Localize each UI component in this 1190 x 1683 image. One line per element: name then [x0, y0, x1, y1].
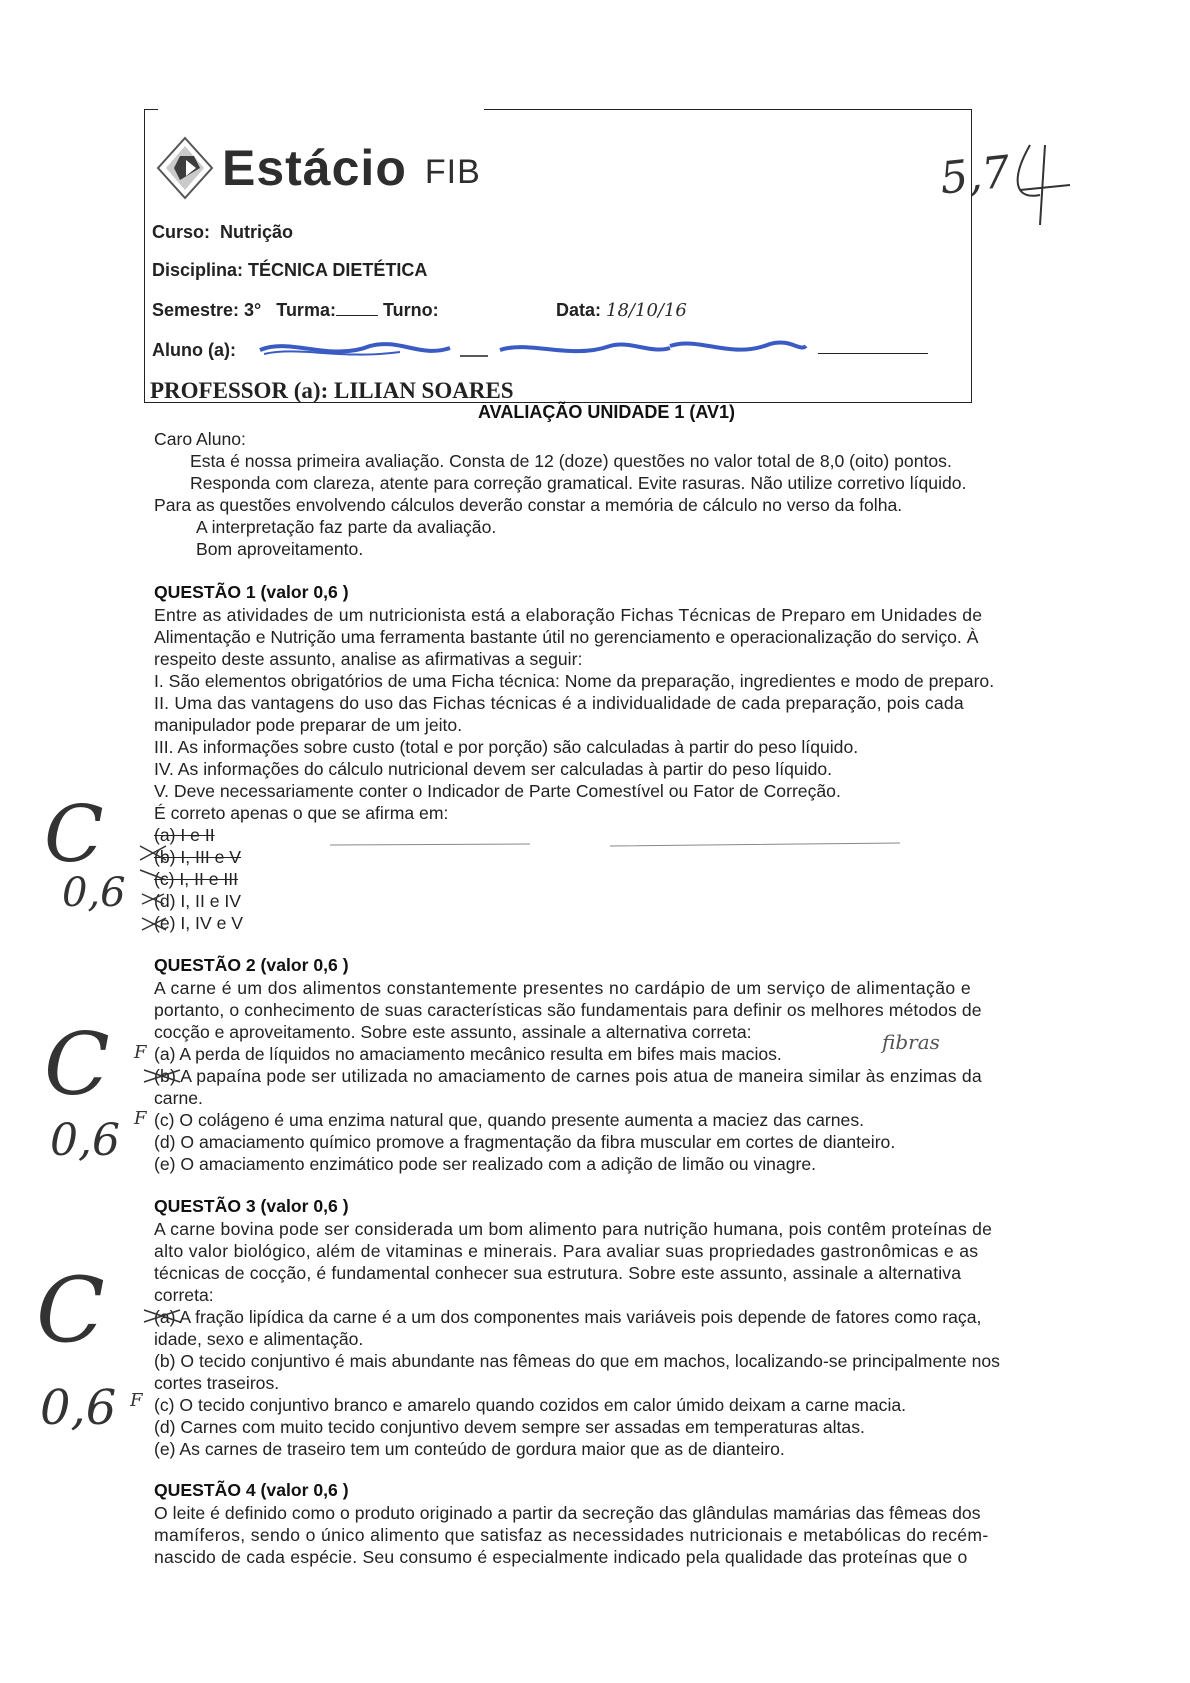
student-blank: [818, 353, 928, 354]
q4-stem: O leite é definido como o produto originado a partir da secreção das glândulas mamárias das fêmeas dos: [154, 1503, 981, 1523]
q3-option-c: (c) O tecido conjuntivo branco e amarelo quando cozidos em calor úmido deixam a carne macia.: [154, 1395, 907, 1415]
q1-correct-mark: C: [44, 790, 104, 880]
q1-answer-marks: [136, 838, 176, 932]
class-label: Turma:: [276, 300, 336, 320]
course-field: [152, 222, 293, 243]
exam-title: AVALIAÇÃO UNIDADE 1 (AV1): [478, 402, 736, 422]
q2-stem: cocção e aproveitamento. Sobre este assunto, assinale a alternativa correta:: [154, 1022, 752, 1042]
q2-stem: portanto, o conhecimento de suas características são fundamentais para definir os melhores métodos de: [154, 1000, 982, 1020]
q3-stem: correta:: [154, 1285, 214, 1305]
discipline-label: Disciplina:: [152, 260, 244, 280]
q2-margin-note: fibras: [882, 1030, 940, 1054]
q1-title: QUESTÃO 1 (valor 0,6 ): [154, 582, 349, 602]
q3-answer-marks: [140, 1306, 186, 1326]
student-name-redaction: [250, 332, 810, 366]
q3-score-mark: 0,6: [40, 1380, 117, 1436]
student-field: [152, 340, 236, 361]
grade-handwritten: 5,7: [937, 146, 1013, 205]
q1-option-e: (e) I, IV e V: [154, 913, 243, 933]
course-label: Curso:: [152, 222, 210, 242]
q2-stem: A carne é um dos alimentos constantemente presentes no cardápio de um serviço de alimentação e: [154, 978, 972, 998]
logo-text: Estácio: [222, 140, 407, 196]
semester-label: Semestre: 3°: [152, 300, 262, 320]
q2-false-mark: F: [134, 1042, 147, 1063]
q2-title: QUESTÃO 2 (valor 0,6 ): [154, 955, 349, 975]
intro-line: Esta é nossa primeira avaliação. Consta de 12 (doze) questões no valor total de 8,0 (oito) pontos.: [190, 451, 952, 471]
q3-stem: A carne bovina pode ser considerada um bom alimento para nutrição humana, pois contêm proteínas de: [154, 1219, 993, 1239]
q2-correct-mark: C: [44, 1015, 110, 1115]
q3-option-b: cortes traseiros.: [154, 1373, 280, 1393]
q2-option-a: (a) A perda de líquidos no amaciamento mecânico resulta em bifes mais macios.: [154, 1044, 782, 1064]
q1-scribble-line: [330, 840, 910, 850]
q1-option-d: (d) I, II e IV: [154, 891, 242, 911]
q1-stem: Alimentação e Nutrição uma ferramenta bastante útil no gerenciamento e operacionalização do serviço. À: [154, 627, 979, 647]
course-value: Nutrição: [220, 222, 294, 242]
q1-item-iv: IV. As informações do cálculo nutricional devem ser calculadas à partir do peso líquido.: [154, 759, 833, 779]
q3-option-a: (a) A fração lipídica da carne é a um dos componentes mais variáveis pois depende de fatores como raça,: [154, 1307, 982, 1327]
intro-greeting: Caro Aluno:: [154, 429, 246, 449]
estacio-logo: [156, 133, 481, 203]
q4-stem: mamíferos, sendo o único alimento que satisfaz as necessidades nutricionais e metabólicas do recém-: [154, 1525, 989, 1545]
q1-prompt: É correto apenas o que se afirma em:: [154, 803, 449, 823]
q2-option-b: carne.: [154, 1088, 203, 1108]
q1-item-ii: II. Uma das vantagens do uso das Fichas técnicas é a individualidade de cada preparação, pois cada: [154, 693, 964, 713]
q2-option-d: (d) O amaciamento químico promove a fragmentação da fibra muscular em cortes de dianteiro.: [154, 1132, 896, 1152]
date-field: [556, 300, 687, 321]
q2-false-mark: F: [134, 1108, 147, 1129]
class-blank: [336, 315, 378, 316]
q1-option-b: (b) I, III e V: [154, 847, 242, 867]
q3-title: QUESTÃO 3 (valor 0,6 ): [154, 1196, 349, 1216]
q3-option-e: (e) As carnes de traseiro tem um conteúdo de gordura maior que as de dianteiro.: [154, 1439, 785, 1459]
discipline-field: [152, 260, 427, 281]
date-label: Data:: [556, 300, 602, 320]
q3-stem: alto valor biológico, além de vitaminas e minerais. Para avaliar suas propriedades gastronômicas e as: [154, 1241, 979, 1261]
intro-line: Para as questões envolvendo cálculos deverão constar a memória de cálculo no verso da folha.: [154, 495, 903, 515]
q1-option-c: (c) I, II e III: [154, 869, 239, 889]
q3-option-a: idade, sexo e alimentação.: [154, 1329, 364, 1349]
q1-option-a: (a) I e II: [154, 825, 215, 845]
q3-option-d: (d) Carnes com muito tecido conjuntivo devem sempre ser assadas em temperaturas altas.: [154, 1417, 865, 1437]
q1-item-iii: III. As informações sobre custo (total e por porção) são calculadas à partir do peso líquido.: [154, 737, 859, 757]
q3-option-b: (b) O tecido conjuntivo é mais abundante nas fêmeas do que em machos, localizando-se principalmente nos: [154, 1351, 1000, 1371]
shift-label: Turno:: [382, 300, 439, 320]
intro-line: Bom aproveitamento.: [196, 539, 364, 559]
grade-scribble-icon: [1000, 140, 1080, 230]
q2-answer-marks: [140, 1066, 186, 1086]
q3-correct-mark: C: [36, 1258, 105, 1363]
q3-stem: técnicas de cocção, é fundamental conhecer sua estrutura. Sobre este assunto, assinale a alternativa: [154, 1263, 962, 1283]
q3-false-mark: F: [130, 1390, 143, 1411]
q1-stem: Entre as atividades de um nutricionista está a elaboração Fichas Técnicas de Preparo em Unidades de: [154, 605, 983, 625]
professor-name: PROFESSOR (a): LILIAN SOARES: [150, 378, 514, 403]
q2-option-e: (e) O amaciamento enzimático pode ser realizado com a adição de limão ou vinagre.: [154, 1154, 817, 1174]
estacio-logo-icon: [156, 136, 214, 200]
q1-score-mark: 0,6: [62, 870, 126, 916]
q2-score-mark: 0,6: [50, 1115, 120, 1166]
discipline-value: TÉCNICA DIETÉTICA: [248, 260, 428, 280]
intro-line: Responda com clareza, atente para correção gramatical. Evite rasuras. Não utilize corretivo líquido.: [190, 473, 967, 493]
logo-sub: FIB: [424, 152, 481, 191]
q2-option-b: (b) A papaína pode ser utilizada no amaciamento de carnes pois atua de maneira similar às enzimas da: [154, 1066, 982, 1086]
student-label: Aluno (a):: [152, 340, 236, 360]
q1-item-ii: manipulador pode preparar de um jeito.: [154, 715, 463, 735]
q4-title: QUESTÃO 4 (valor 0,6 ): [154, 1480, 349, 1500]
q4-stem: nascido de cada espécie. Seu consumo é especialmente indicado pela qualidade das proteínas que o: [154, 1547, 968, 1567]
q2-option-c: (c) O colágeno é uma enzima natural que, quando presente aumenta a maciez das carnes.: [154, 1110, 865, 1130]
semester-field: [152, 300, 439, 321]
intro-line: A interpretação faz parte da avaliação.: [196, 517, 497, 537]
date-value: 18/10/16: [606, 300, 687, 321]
q1-stem: respeito deste assunto, analise as afirmativas a seguir:: [154, 649, 583, 669]
q1-item-v: V. Deve necessariamente conter o Indicador de Parte Comestível ou Fator de Correção.: [154, 781, 841, 801]
q1-item-i: I. São elementos obrigatórios de uma Ficha técnica: Nome da preparação, ingredientes e modo de preparo.: [154, 671, 995, 691]
